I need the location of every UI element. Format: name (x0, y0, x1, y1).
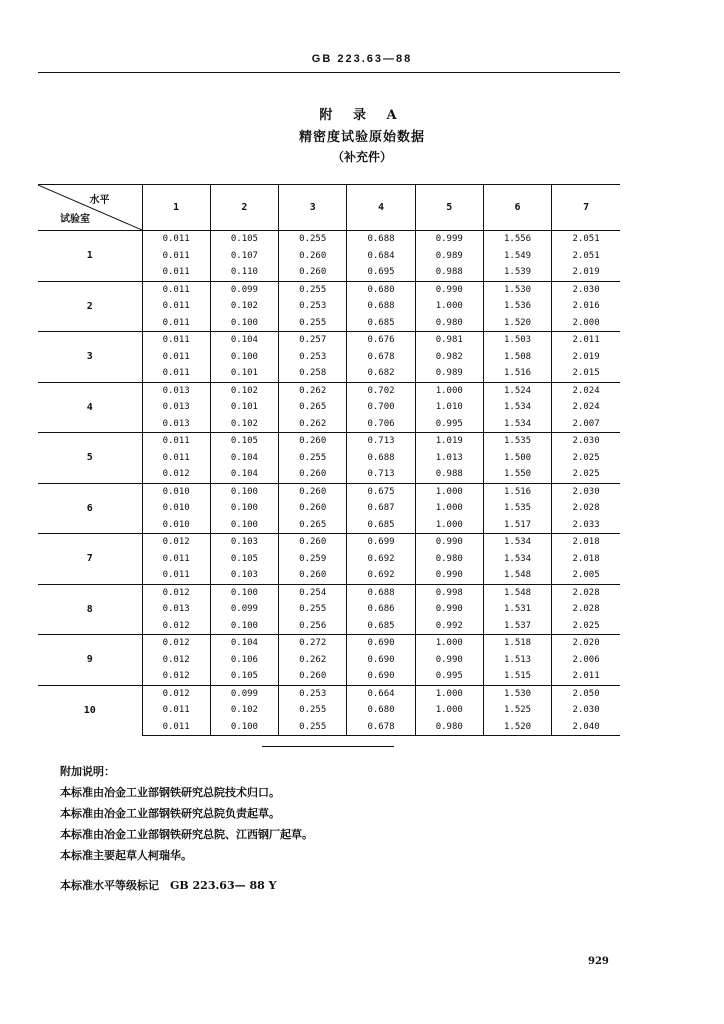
data-cell: 2.015 (552, 365, 620, 382)
table-row (38, 433, 620, 450)
data-cell: 0.013 (142, 601, 210, 618)
data-cell: 0.102 (210, 702, 278, 719)
data-cell: 2.020 (552, 635, 620, 652)
data-cell: 0.989 (415, 248, 483, 265)
data-cell: 1.524 (483, 382, 551, 399)
data-cell: 1.517 (483, 517, 551, 534)
data-cell: 2.040 (552, 719, 620, 736)
data-cell: 0.100 (210, 500, 278, 517)
data-cell: 2.006 (552, 652, 620, 669)
note-line: 本标准主要起草人柯瑞华。 (60, 849, 192, 862)
data-cell: 1.534 (483, 416, 551, 433)
data-cell: 0.262 (279, 652, 347, 669)
data-cell: 1.000 (415, 685, 483, 702)
data-cell: 0.010 (142, 500, 210, 517)
data-cell: 0.012 (142, 618, 210, 635)
lab-label: 3 (38, 332, 142, 383)
lab-label: 1 (38, 231, 142, 282)
data-cell: 0.105 (210, 551, 278, 568)
data-cell: 0.682 (347, 365, 415, 382)
data-cell: 1.536 (483, 298, 551, 315)
data-cell: 0.981 (415, 332, 483, 349)
appendix-note: （补充件） (331, 150, 392, 164)
data-cell: 0.988 (415, 264, 483, 281)
data-cell: 1.010 (415, 399, 483, 416)
data-cell: 2.018 (552, 551, 620, 568)
data-cell: 1.515 (483, 668, 551, 685)
data-cell: 0.011 (142, 551, 210, 568)
data-cell: 0.105 (210, 433, 278, 450)
data-cell: 1.537 (483, 618, 551, 635)
table-corner-cell (38, 185, 142, 231)
data-cell: 0.982 (415, 349, 483, 366)
data-cell: 0.262 (279, 382, 347, 399)
data-cell: 1.535 (483, 433, 551, 450)
data-cell: 2.050 (552, 685, 620, 702)
data-cell: 0.099 (210, 685, 278, 702)
data-cell: 0.011 (142, 433, 210, 450)
precision-data-table (38, 184, 620, 736)
data-cell: 2.018 (552, 534, 620, 551)
data-cell: 0.680 (347, 281, 415, 298)
data-cell: 0.255 (279, 450, 347, 467)
data-cell: 2.016 (552, 298, 620, 315)
data-cell: 0.995 (415, 416, 483, 433)
data-cell: 1.000 (415, 298, 483, 315)
data-cell: 0.255 (279, 281, 347, 298)
data-cell: 0.103 (210, 534, 278, 551)
appendix-title: 附 录 A (319, 108, 405, 123)
data-cell: 1.550 (483, 466, 551, 483)
data-cell: 0.255 (279, 702, 347, 719)
level-header: 7 (552, 185, 620, 231)
data-cell: 0.100 (210, 618, 278, 635)
data-cell: 2.024 (552, 382, 620, 399)
data-cell: 0.685 (347, 315, 415, 332)
data-cell: 0.099 (210, 281, 278, 298)
data-cell: 0.013 (142, 399, 210, 416)
data-cell: 2.028 (552, 584, 620, 601)
data-cell: 0.105 (210, 231, 278, 248)
data-cell: 0.675 (347, 483, 415, 500)
lab-label: 9 (38, 635, 142, 686)
data-cell: 0.010 (142, 483, 210, 500)
corner-label-level: 水平 (89, 195, 110, 206)
data-cell: 0.104 (210, 332, 278, 349)
data-cell: 0.100 (210, 483, 278, 500)
standard-code-header: GB 223.63—88 (311, 53, 413, 65)
data-cell: 0.690 (347, 652, 415, 669)
data-cell: 0.012 (142, 466, 210, 483)
data-cell: 1.520 (483, 719, 551, 736)
lab-label: 5 (38, 433, 142, 484)
data-cell: 0.100 (210, 315, 278, 332)
data-cell: 0.687 (347, 500, 415, 517)
data-cell: 1.534 (483, 551, 551, 568)
data-cell: 0.013 (142, 416, 210, 433)
data-cell: 0.260 (279, 500, 347, 517)
data-cell: 0.260 (279, 248, 347, 265)
data-cell: 0.700 (347, 399, 415, 416)
notes-separator (262, 746, 394, 747)
data-cell: 0.012 (142, 635, 210, 652)
data-cell: 0.706 (347, 416, 415, 433)
data-cell: 0.990 (415, 534, 483, 551)
data-cell: 1.513 (483, 652, 551, 669)
data-cell: 1.500 (483, 450, 551, 467)
data-cell: 0.692 (347, 551, 415, 568)
data-cell: 0.265 (279, 399, 347, 416)
data-cell: 2.028 (552, 500, 620, 517)
data-cell: 2.019 (552, 264, 620, 281)
data-cell: 1.534 (483, 534, 551, 551)
data-cell: 1.013 (415, 450, 483, 467)
data-cell: 0.680 (347, 702, 415, 719)
data-cell: 0.255 (279, 601, 347, 618)
data-cell: 2.007 (552, 416, 620, 433)
data-cell: 0.011 (142, 281, 210, 298)
data-cell: 1.531 (483, 601, 551, 618)
data-cell: 2.030 (552, 433, 620, 450)
data-cell: 0.692 (347, 567, 415, 584)
data-cell: 0.678 (347, 349, 415, 366)
data-cell: 2.025 (552, 450, 620, 467)
data-cell: 0.259 (279, 551, 347, 568)
data-cell: 0.011 (142, 298, 210, 315)
data-cell: 2.025 (552, 618, 620, 635)
data-cell: 0.990 (415, 652, 483, 669)
data-cell: 1.503 (483, 332, 551, 349)
data-cell: 0.012 (142, 668, 210, 685)
data-cell: 0.012 (142, 584, 210, 601)
data-cell: 0.990 (415, 567, 483, 584)
data-cell: 1.516 (483, 483, 551, 500)
data-cell: 0.260 (279, 668, 347, 685)
data-cell: 0.253 (279, 685, 347, 702)
data-cell: 2.025 (552, 466, 620, 483)
data-cell: 0.099 (210, 601, 278, 618)
data-cell: 0.688 (347, 231, 415, 248)
table-header-row (38, 185, 620, 231)
level-header: 3 (279, 185, 347, 231)
data-cell: 0.260 (279, 466, 347, 483)
data-cell: 0.011 (142, 567, 210, 584)
data-cell: 2.030 (552, 483, 620, 500)
data-cell: 0.106 (210, 652, 278, 669)
note-line: 本标准由冶金工业部钢铁研究总院技术归口。 (60, 786, 280, 799)
data-cell: 0.688 (347, 584, 415, 601)
data-cell: 2.000 (552, 315, 620, 332)
data-cell: 0.011 (142, 248, 210, 265)
data-cell: 0.664 (347, 685, 415, 702)
data-cell: 0.011 (142, 315, 210, 332)
table-row (38, 534, 620, 551)
data-cell: 1.556 (483, 231, 551, 248)
table-row (38, 635, 620, 652)
lab-label: 2 (38, 281, 142, 332)
data-cell: 0.260 (279, 483, 347, 500)
data-cell: 0.685 (347, 618, 415, 635)
data-cell: 0.690 (347, 635, 415, 652)
data-cell: 0.103 (210, 567, 278, 584)
data-cell: 0.990 (415, 281, 483, 298)
data-cell: 1.000 (415, 382, 483, 399)
data-cell: 0.010 (142, 517, 210, 534)
data-cell: 0.011 (142, 719, 210, 736)
data-cell: 0.102 (210, 298, 278, 315)
data-cell: 1.530 (483, 685, 551, 702)
data-cell: 0.685 (347, 517, 415, 534)
data-cell: 0.678 (347, 719, 415, 736)
data-cell: 0.100 (210, 584, 278, 601)
data-cell: 0.684 (347, 248, 415, 265)
data-cell: 0.101 (210, 399, 278, 416)
lab-label: 10 (38, 685, 142, 736)
data-cell: 0.995 (415, 668, 483, 685)
table-row (38, 382, 620, 399)
data-cell: 0.011 (142, 349, 210, 366)
level-header: 1 (142, 185, 210, 231)
data-cell: 1.534 (483, 399, 551, 416)
level-header: 5 (415, 185, 483, 231)
data-cell: 0.690 (347, 668, 415, 685)
table-row (38, 685, 620, 702)
data-cell: 0.011 (142, 365, 210, 382)
data-cell: 0.101 (210, 365, 278, 382)
data-cell: 2.024 (552, 399, 620, 416)
data-cell: 1.535 (483, 500, 551, 517)
data-cell: 0.253 (279, 349, 347, 366)
data-cell: 0.104 (210, 466, 278, 483)
data-cell: 2.033 (552, 517, 620, 534)
data-cell: 2.051 (552, 248, 620, 265)
additional-notes (60, 761, 313, 866)
table-row (38, 332, 620, 349)
data-cell: 2.030 (552, 281, 620, 298)
data-cell: 0.980 (415, 551, 483, 568)
data-cell: 0.695 (347, 264, 415, 281)
data-cell: 0.998 (415, 584, 483, 601)
data-cell: 1.516 (483, 365, 551, 382)
data-cell: 0.686 (347, 601, 415, 618)
data-cell: 1.548 (483, 567, 551, 584)
data-cell: 2.011 (552, 332, 620, 349)
data-cell: 0.272 (279, 635, 347, 652)
grade-mark: 本标准水平等级标记 GB 223.63— 88 Y (60, 879, 277, 892)
data-cell: 0.980 (415, 315, 483, 332)
data-cell: 2.030 (552, 702, 620, 719)
data-cell: 0.100 (210, 719, 278, 736)
data-cell: 0.011 (142, 450, 210, 467)
data-cell: 0.013 (142, 382, 210, 399)
data-cell: 1.000 (415, 702, 483, 719)
data-cell: 0.260 (279, 534, 347, 551)
data-cell: 0.713 (347, 466, 415, 483)
data-cell: 0.713 (347, 433, 415, 450)
data-cell: 1.530 (483, 281, 551, 298)
lab-label: 7 (38, 534, 142, 585)
data-cell: 0.702 (347, 382, 415, 399)
data-cell: 0.260 (279, 567, 347, 584)
data-cell: 0.257 (279, 332, 347, 349)
data-cell: 1.518 (483, 635, 551, 652)
level-header: 4 (347, 185, 415, 231)
data-cell: 0.988 (415, 466, 483, 483)
data-cell: 1.000 (415, 500, 483, 517)
data-cell: 0.253 (279, 298, 347, 315)
corner-label-lab: 试验室 (60, 214, 90, 225)
data-cell: 0.676 (347, 332, 415, 349)
data-cell: 0.102 (210, 382, 278, 399)
data-cell: 0.254 (279, 584, 347, 601)
data-cell: 2.011 (552, 668, 620, 685)
data-cell: 0.012 (142, 652, 210, 669)
data-cell: 0.011 (142, 332, 210, 349)
data-cell: 2.005 (552, 567, 620, 584)
data-cell: 1.508 (483, 349, 551, 366)
table-body (38, 231, 620, 736)
data-cell: 1.549 (483, 248, 551, 265)
data-cell: 2.019 (552, 349, 620, 366)
table-row (38, 584, 620, 601)
note-line: 本标准由冶金工业部钢铁研究总院、江西钢厂起草。 (60, 828, 313, 841)
lab-label: 6 (38, 483, 142, 534)
table-row (38, 231, 620, 248)
lab-label: 8 (38, 584, 142, 635)
header-rule (38, 72, 620, 73)
level-header: 6 (483, 185, 551, 231)
data-cell: 0.688 (347, 450, 415, 467)
data-cell: 0.699 (347, 534, 415, 551)
data-cell: 1.548 (483, 584, 551, 601)
data-cell: 0.105 (210, 668, 278, 685)
lab-label: 4 (38, 382, 142, 433)
data-cell: 0.260 (279, 264, 347, 281)
data-cell: 0.256 (279, 618, 347, 635)
data-cell: 1.520 (483, 315, 551, 332)
data-cell: 0.102 (210, 416, 278, 433)
data-cell: 0.989 (415, 365, 483, 382)
data-cell: 2.051 (552, 231, 620, 248)
data-cell: 0.100 (210, 349, 278, 366)
table-row (38, 483, 620, 500)
data-cell: 1.000 (415, 635, 483, 652)
data-cell: 1.000 (415, 517, 483, 534)
notes-heading: 附加说明： (60, 765, 115, 778)
data-cell: 0.255 (279, 719, 347, 736)
data-cell: 1.019 (415, 433, 483, 450)
data-cell: 0.012 (142, 534, 210, 551)
data-cell: 0.980 (415, 719, 483, 736)
data-cell: 0.255 (279, 315, 347, 332)
data-cell: 0.688 (347, 298, 415, 315)
data-cell: 0.104 (210, 450, 278, 467)
appendix-subtitle: 精密度试验原始数据 (298, 130, 425, 145)
level-header: 2 (210, 185, 278, 231)
data-cell: 0.992 (415, 618, 483, 635)
data-cell: 2.028 (552, 601, 620, 618)
data-cell: 1.525 (483, 702, 551, 719)
data-cell: 0.011 (142, 231, 210, 248)
data-cell: 0.255 (279, 231, 347, 248)
data-cell: 0.999 (415, 231, 483, 248)
data-cell: 0.990 (415, 601, 483, 618)
data-cell: 0.260 (279, 433, 347, 450)
data-cell: 1.539 (483, 264, 551, 281)
data-cell: 0.104 (210, 635, 278, 652)
data-cell: 0.107 (210, 248, 278, 265)
data-cell: 0.011 (142, 702, 210, 719)
data-cell: 0.265 (279, 517, 347, 534)
data-cell: 1.000 (415, 483, 483, 500)
table-row (38, 281, 620, 298)
page-number: 929 (588, 956, 609, 967)
note-line: 本标准由冶金工业部钢铁研究总院负责起草。 (60, 807, 280, 820)
data-cell: 0.100 (210, 517, 278, 534)
data-cell: 0.258 (279, 365, 347, 382)
data-cell: 0.011 (142, 264, 210, 281)
data-cell: 0.262 (279, 416, 347, 433)
data-cell: 0.110 (210, 264, 278, 281)
data-cell: 0.012 (142, 685, 210, 702)
